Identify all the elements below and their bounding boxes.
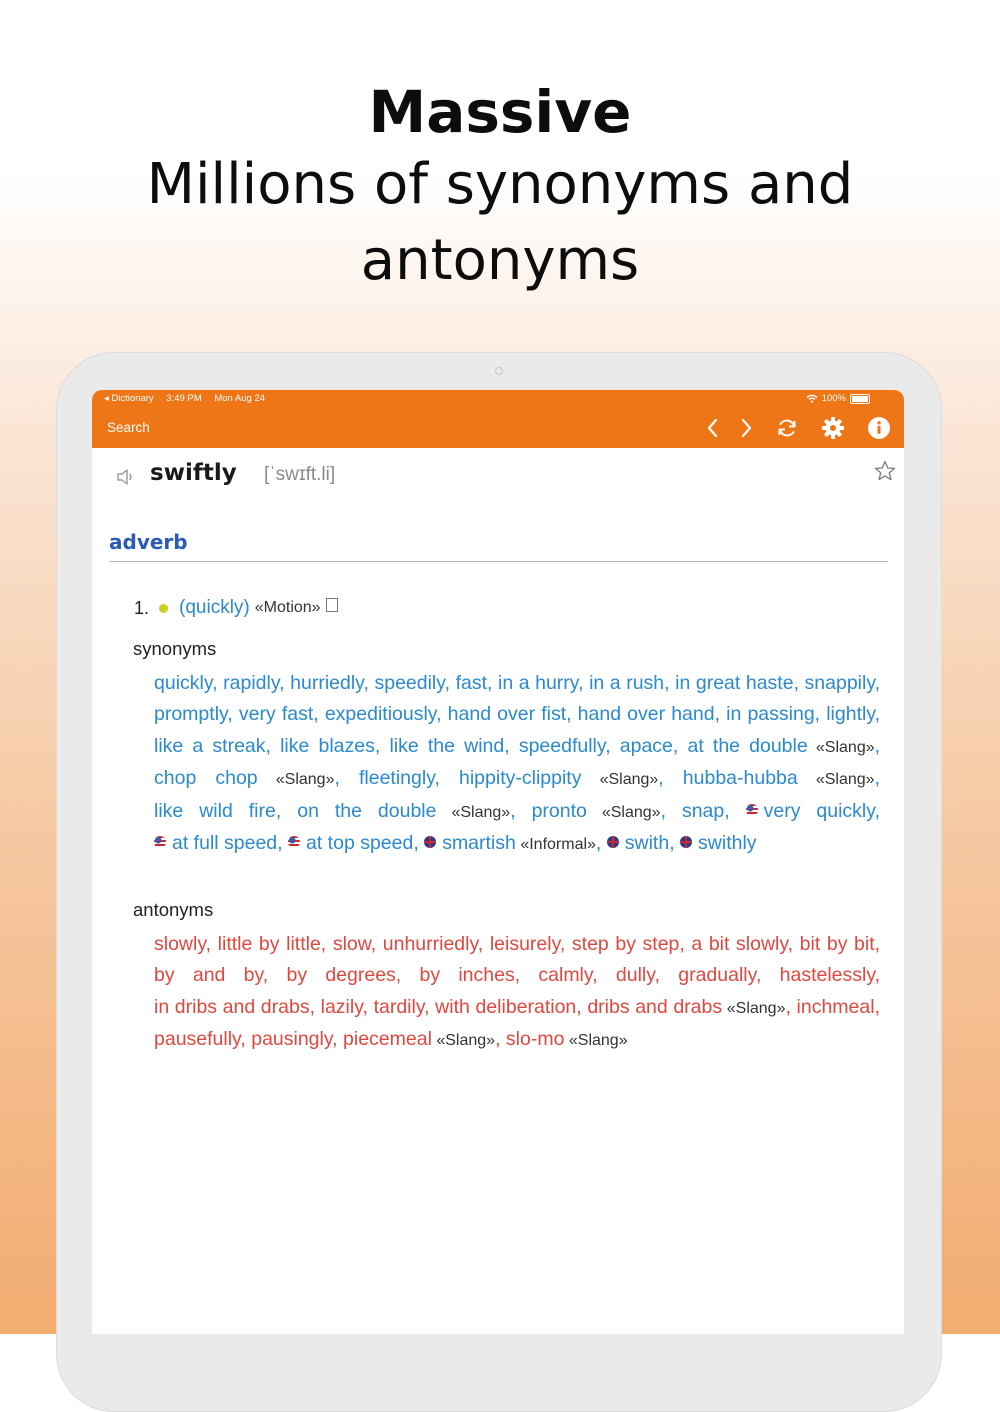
antonym-item-link[interactable]: leisurely: [489, 933, 560, 955]
separator: ,: [424, 995, 430, 1018]
antonym-item: [343, 1028, 500, 1050]
antonym-item-link[interactable]: calmly: [538, 964, 593, 987]
chevron-right-icon[interactable]: [734, 416, 758, 440]
refresh-icon[interactable]: [775, 416, 799, 440]
separator: ,: [874, 933, 881, 955]
separator: ,: [592, 964, 598, 987]
separator: ,: [669, 832, 675, 855]
synonym-item: [154, 703, 233, 725]
antonym-item: [490, 933, 566, 955]
separator: ,: [332, 1028, 338, 1051]
synonym-item: [239, 703, 319, 725]
separator: ,: [510, 799, 516, 822]
part-of-speech: adverb: [109, 530, 188, 554]
synonym-item-link[interactable]: like the wind: [389, 734, 505, 757]
separator: ,: [874, 767, 880, 790]
synonym-item-link[interactable]: like wild fire: [154, 799, 276, 822]
antonym-item: [218, 933, 327, 955]
antonym-item-link[interactable]: tardily: [373, 995, 425, 1018]
synonym-item: [578, 703, 720, 725]
entry-header: [116, 460, 896, 492]
status-right: [806, 393, 870, 404]
synonym-item: [374, 672, 450, 694]
separator: ,: [874, 703, 881, 726]
synonym-item: [223, 672, 284, 694]
antonym-item-link[interactable]: slow: [332, 933, 371, 955]
synonym-item-link[interactable]: promptly: [154, 703, 228, 726]
sense-number: 1.: [134, 597, 150, 618]
separator: ,: [793, 672, 799, 694]
synonym-item-link[interactable]: swithly: [698, 832, 757, 855]
synonym-item-link[interactable]: rapidly: [223, 672, 280, 694]
synonym-item-link[interactable]: in great haste: [675, 672, 794, 694]
synonym-item: [683, 767, 880, 789]
synonym-item: [456, 672, 493, 694]
synonym-item-link[interactable]: quickly: [154, 672, 213, 694]
antonym-item: [419, 964, 520, 986]
headline-subtitle-line2: antonyms: [360, 228, 640, 293]
synonym-item-link[interactable]: hubba-hubba: [682, 767, 798, 790]
antonym-item-link[interactable]: by inches: [419, 964, 515, 987]
synonym-item: [680, 832, 757, 854]
separator: ,: [660, 799, 666, 822]
speaker-icon[interactable]: [116, 468, 136, 486]
separator: ,: [265, 734, 271, 757]
sense-1: [134, 597, 338, 619]
synonym-item: [682, 800, 730, 822]
synonym-item-link[interactable]: at full speed: [172, 832, 278, 855]
checkbox-icon[interactable]: [326, 598, 338, 612]
synonym-item: [325, 703, 442, 725]
usage-tag: «Slang»: [431, 1032, 496, 1050]
separator: ,: [504, 734, 510, 757]
separator: ,: [277, 832, 283, 855]
synonym-item: [154, 672, 218, 694]
separator: ,: [874, 964, 881, 987]
separator: ,: [262, 964, 269, 987]
synonym-item-link[interactable]: snap: [681, 799, 725, 822]
separator: ,: [714, 703, 721, 726]
antonym-item-link[interactable]: gradually: [678, 964, 756, 987]
usage-tag: «Slang»: [564, 1032, 628, 1050]
search-button[interactable]: Search: [107, 420, 150, 435]
separator: ,: [436, 703, 442, 726]
antonym-item-link[interactable]: little by little: [217, 933, 321, 955]
sense-dot-icon: [159, 604, 168, 613]
separator: ,: [874, 799, 880, 822]
synonym-item-link[interactable]: pronto: [531, 799, 587, 822]
synonym-item: [519, 735, 611, 757]
usage-tag: «Slang»: [807, 738, 875, 756]
synonym-item: [154, 767, 340, 789]
separator: ,: [874, 995, 880, 1018]
antonym-item: [678, 964, 761, 986]
toolbar: [92, 390, 904, 448]
antonym-item: [154, 933, 211, 955]
separator: ,: [320, 933, 327, 955]
status-bar: [104, 393, 275, 404]
synonym-item-link[interactable]: lightly: [826, 703, 875, 726]
synonym-item-link[interactable]: smartish: [442, 832, 516, 855]
antonym-item-link[interactable]: slowly: [154, 933, 206, 955]
synonym-item: [389, 735, 509, 757]
antonym-item-link[interactable]: slo-mo: [505, 1028, 565, 1051]
separator: ,: [785, 995, 791, 1018]
synonym-item-link[interactable]: at top speed: [306, 832, 414, 855]
separator: ,: [205, 933, 212, 955]
separator: ,: [275, 799, 282, 822]
info-icon[interactable]: [867, 416, 891, 440]
sense-tag: «Motion»: [254, 599, 321, 616]
synonym-item-link[interactable]: like blazes: [280, 734, 375, 757]
status-date: Mon Aug 24: [214, 393, 266, 404]
synonym-item: [424, 832, 601, 854]
separator: ,: [370, 933, 377, 955]
antonym-item: [154, 964, 268, 986]
synonym-item-link[interactable]: snappily: [804, 672, 875, 694]
us-flag-icon: [288, 836, 300, 848]
back-to-app-link[interactable]: ◂ Dictionary: [104, 393, 154, 404]
synonym-item-link[interactable]: speedily: [374, 672, 445, 694]
antonym-item-link[interactable]: in dribs and drabs: [154, 995, 310, 1018]
antonym-item: [506, 1028, 628, 1050]
separator: ,: [363, 672, 369, 694]
antonym-item-link[interactable]: dribs and drabs: [587, 995, 723, 1018]
synonym-item: [826, 703, 880, 725]
antonym-item: [616, 964, 660, 986]
antonym-item: [286, 964, 401, 986]
uk-flag-icon: [424, 836, 436, 848]
synonym-item-link[interactable]: very quickly: [763, 799, 875, 822]
antonyms-list: [154, 929, 880, 1057]
battery-icon: [850, 394, 870, 404]
antonym-item-link[interactable]: piecemeal: [343, 1028, 432, 1051]
synonyms-heading: synonyms: [133, 638, 217, 659]
separator: ,: [559, 933, 566, 955]
separator: ,: [495, 1028, 501, 1051]
antonym-item-link[interactable]: dully: [615, 964, 655, 987]
antonym-item: [780, 964, 880, 986]
separator: ,: [395, 964, 402, 987]
synonym-item-link[interactable]: at the double: [687, 734, 808, 757]
synonym-item: [687, 735, 880, 757]
synonym-item-link[interactable]: hand over fist: [447, 703, 567, 726]
divider: [109, 561, 888, 562]
antonym-item: [333, 933, 376, 955]
separator: ,: [212, 672, 218, 694]
antonym-item-link[interactable]: lazily: [320, 995, 363, 1018]
synonym-item: [297, 800, 515, 822]
us-flag-icon: [154, 836, 166, 848]
synonym-item-link[interactable]: hippity-clippity: [459, 767, 582, 790]
antonym-item: [154, 1028, 246, 1050]
separator: ,: [374, 734, 381, 757]
antonym-item-link[interactable]: by degrees: [286, 964, 396, 987]
separator: ,: [362, 995, 368, 1018]
separator: ,: [434, 767, 440, 790]
synonym-item: [675, 672, 799, 694]
antonym-item-link[interactable]: pausingly: [251, 1028, 333, 1051]
antonym-item: [383, 933, 483, 955]
synonym-item-link[interactable]: speedfully: [518, 734, 606, 757]
antonym-item-link[interactable]: unhurriedly: [382, 933, 478, 955]
antonym-item-link[interactable]: by and by: [154, 964, 263, 987]
usage-tag: «Slang»: [257, 771, 335, 789]
battery-percent: 100%: [821, 393, 846, 404]
separator: ,: [334, 767, 340, 790]
antonym-item: [251, 1028, 337, 1050]
synonym-item: [532, 800, 666, 822]
sense-gloss[interactable]: (quickly): [179, 597, 250, 618]
synonym-item-link[interactable]: apace: [619, 734, 673, 757]
usage-tag: «Slang»: [581, 771, 659, 789]
synonym-item: [288, 832, 419, 854]
uk-flag-icon: [607, 836, 619, 848]
antonym-item: [797, 996, 880, 1018]
separator: ,: [279, 672, 285, 694]
separator: ,: [814, 703, 821, 726]
antonym-item: [587, 996, 791, 1018]
antonym-item-link[interactable]: inchmeal: [796, 995, 875, 1018]
uk-flag-icon: [680, 836, 692, 848]
separator: ,: [755, 964, 762, 987]
synonym-item: [448, 703, 572, 725]
synonym-item: [290, 672, 369, 694]
separator: ,: [477, 933, 484, 955]
app-screen: [92, 390, 904, 1334]
pronunciation: [ˈswɪft.li]: [264, 464, 336, 485]
separator: ,: [724, 799, 730, 822]
usage-tag: «Informal»: [515, 836, 596, 854]
antonym-item-link[interactable]: pausefully: [154, 1028, 241, 1051]
synonym-item: [154, 800, 281, 822]
camera-icon: [495, 367, 503, 375]
synonym-item-link[interactable]: in a hurry: [497, 672, 579, 694]
synonym-item: [154, 735, 271, 757]
antonym-item: [374, 996, 430, 1018]
usage-tag: «Slang»: [436, 803, 511, 821]
separator: ,: [605, 734, 611, 757]
antonym-item: [321, 996, 368, 1018]
antonym-item: [435, 996, 582, 1018]
separator: ,: [309, 995, 316, 1018]
antonym-item: [800, 933, 880, 955]
antonym-item-link[interactable]: bit by bit: [799, 933, 875, 955]
separator: ,: [413, 832, 419, 855]
synonym-item-link[interactable]: swith: [624, 832, 670, 855]
separator: ,: [444, 672, 450, 694]
headword: swiftly: [150, 460, 237, 486]
synonym-item: [620, 735, 679, 757]
headline-subtitle-line1: Millions of synonyms and: [146, 152, 854, 217]
separator: ,: [240, 1028, 246, 1051]
usage-tag: «Slang»: [722, 999, 786, 1017]
separator: ,: [672, 734, 679, 757]
separator: ,: [595, 832, 602, 855]
separator: ,: [313, 703, 319, 726]
separator: ,: [787, 933, 794, 955]
separator: ,: [566, 703, 572, 726]
separator: ,: [487, 672, 493, 694]
synonym-item: [280, 735, 380, 757]
antonym-item: [154, 996, 315, 1018]
synonym-item-link[interactable]: in a rush: [589, 672, 665, 694]
synonym-item: [726, 703, 820, 725]
wifi-icon: [806, 394, 818, 403]
synonym-item-link[interactable]: hand over hand: [577, 703, 715, 726]
separator: ,: [578, 672, 584, 694]
separator: ,: [514, 964, 521, 987]
status-time: 3:49 PM: [166, 393, 202, 404]
synonym-item: [154, 832, 283, 854]
chevron-left-icon[interactable]: [701, 416, 725, 440]
separator: ,: [679, 933, 685, 955]
separator: ,: [874, 672, 881, 694]
synonym-item-link[interactable]: expeditiously: [324, 703, 437, 726]
synonym-item: [746, 800, 880, 822]
antonym-item: [572, 933, 685, 955]
synonyms-list: [154, 668, 880, 860]
synonym-item-link[interactable]: very fast: [238, 703, 314, 726]
antonym-item-link[interactable]: step by step: [571, 933, 680, 955]
us-flag-icon: [746, 804, 758, 816]
antonym-item: [538, 964, 597, 986]
separator: ,: [227, 703, 233, 726]
synonym-item-link[interactable]: fast: [455, 672, 487, 694]
antonym-item-link[interactable]: hastelessly: [779, 964, 875, 987]
synonym-item-link[interactable]: fleetingly: [358, 767, 435, 790]
synonym-item-link[interactable]: chop chop: [154, 767, 258, 790]
synonym-item: [805, 672, 881, 694]
synonym-item: [459, 767, 664, 789]
antonym-item-link[interactable]: with deliberation: [435, 995, 577, 1018]
antonym-item: [691, 933, 793, 955]
synonym-item-link[interactable]: on the double: [297, 799, 437, 822]
separator: ,: [664, 672, 670, 694]
synonym-item-link[interactable]: like a streak: [154, 734, 266, 757]
synonym-item: [359, 767, 440, 789]
favorite-star-icon[interactable]: [874, 460, 896, 482]
gear-icon[interactable]: [821, 416, 845, 440]
synonym-item: [607, 832, 675, 854]
separator: ,: [654, 964, 660, 987]
synonym-item-link[interactable]: in passing: [726, 703, 815, 726]
usage-tag: «Slang»: [586, 803, 661, 821]
separator: ,: [576, 995, 582, 1018]
antonyms-heading: antonyms: [133, 899, 214, 920]
separator: ,: [658, 767, 664, 790]
separator: ,: [874, 734, 881, 757]
antonym-item-link[interactable]: a bit slowly: [691, 933, 788, 955]
synonym-item: [498, 672, 584, 694]
synonym-item: [589, 672, 669, 694]
headline: [0, 78, 1000, 298]
synonym-item-link[interactable]: hurriedly: [290, 672, 364, 694]
headline-title: Massive: [368, 78, 632, 146]
usage-tag: «Slang»: [797, 771, 875, 789]
